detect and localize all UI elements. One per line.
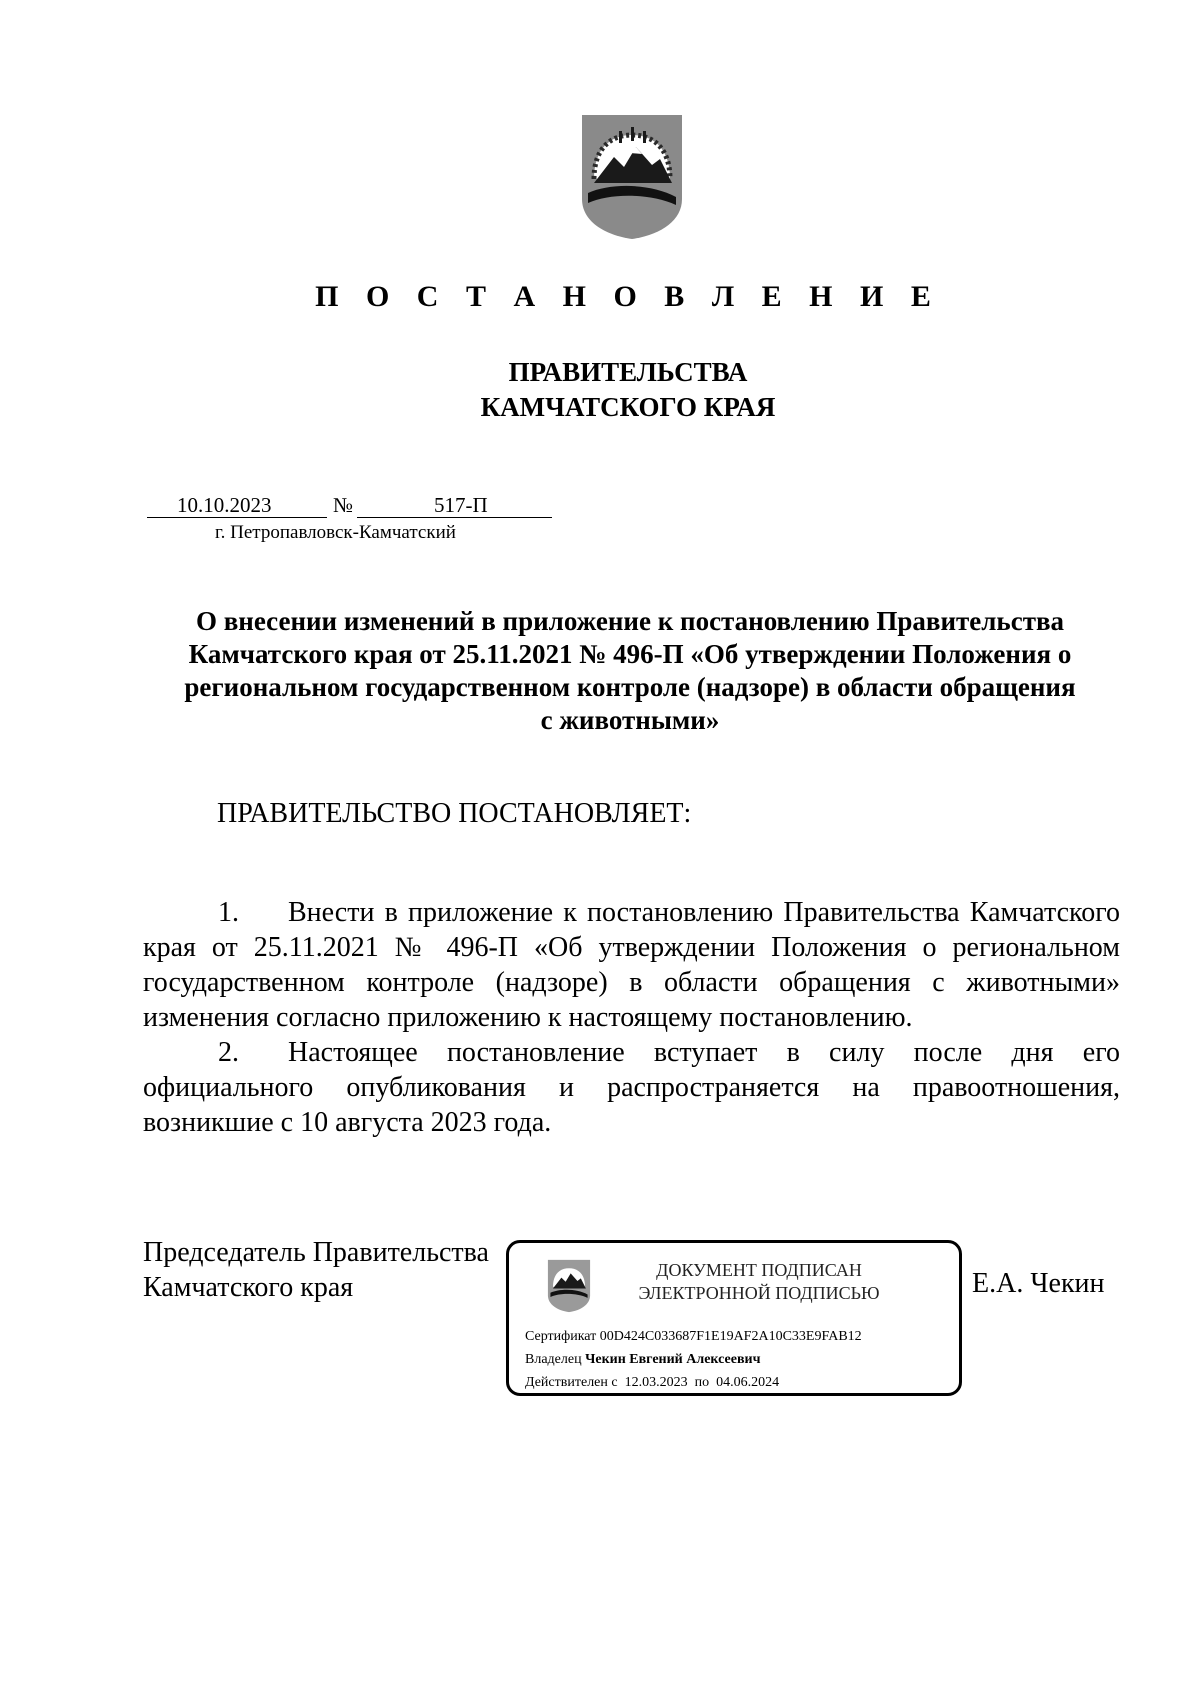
subject-line-4: с животными» (540, 705, 720, 735)
decree-intro: ПРАВИТЕЛЬСТВО ПОСТАНОВЛЯЕТ: (217, 798, 692, 829)
subject-line-1: О внесении изменений в приложение к постановлению Правительства (195, 606, 1065, 636)
signer-position-line-1: Председатель Правительства (143, 1237, 489, 1268)
owner-row (525, 1348, 862, 1371)
stamp-title-line-2: ЭЛЕКТРОННОЙ ПОДПИСЬЮ (638, 1283, 880, 1303)
coat-of-arms-icon (580, 113, 684, 241)
item-text: Внести в приложение к постановлению Правительства Камчатского края от 25.11.2021 № 496-П «Об утверждении Положения о региональном государственном контроле (надзоре) в области обращения с животными» изменения согласно приложению к настоящему постановлению. (143, 897, 1120, 1033)
certificate-value: 00D424C033687F1E19AF2A10C33E9FAB12 (599, 1329, 862, 1344)
document-type-title: П О С Т А Н О В Л Е Н И Е (315, 280, 941, 313)
issuer-line-2: КАМЧАТСКОГО КРАЯ (480, 392, 776, 422)
certificate-label: Сертификат (525, 1329, 597, 1344)
stamp-title-line-1: ДОКУМЕНТ ПОДПИСАН (656, 1260, 862, 1280)
document-subject (130, 605, 1130, 737)
city: г. Петропавловск-Камчатский (215, 522, 456, 543)
subject-line-3: региональном государственном контроле (надзоре) в области обращения (184, 672, 1076, 702)
coat-of-arms-icon (547, 1259, 591, 1313)
decree-body (143, 895, 1120, 1140)
stamp-details (525, 1325, 862, 1394)
document-number: 517-П (434, 493, 488, 517)
electronic-signature-stamp (506, 1240, 962, 1396)
item-number: 1. (218, 897, 239, 928)
certificate-row (525, 1325, 862, 1348)
valid-from: 12.03.2023 (624, 1375, 688, 1390)
validity-row (525, 1371, 862, 1394)
date-number-line (147, 493, 552, 523)
valid-label: Действителен с (525, 1375, 618, 1390)
signer-name: Е.А. Чекин (972, 1268, 1105, 1299)
item-text: Настоящее постановление вступает в силу после дня его официального опубликования и распространяется на правоотношения, возникшие с 10 августа 2023 года. (143, 1037, 1120, 1138)
owner-label: Владелец (525, 1352, 582, 1367)
owner-value: Чекин Евгений Алексеевич (585, 1352, 761, 1367)
decree-item (143, 1035, 1120, 1140)
item-number: 2. (218, 1037, 239, 1068)
issuer-line-1: ПРАВИТЕЛЬСТВА (508, 357, 748, 387)
document-date: 10.10.2023 (177, 493, 272, 517)
number-sign: № (333, 493, 354, 517)
signer-position-line-2: Камчатского края (143, 1272, 354, 1303)
valid-to: 04.06.2024 (716, 1375, 780, 1390)
signer-position (143, 1235, 489, 1305)
stamp-title (609, 1259, 909, 1305)
issuer-title (0, 355, 1200, 425)
decree-item (143, 895, 1120, 1035)
valid-to-label: по (694, 1375, 710, 1390)
subject-line-2: Камчатского края от 25.11.2021 № 496-П «Об утверждении Положения о (188, 639, 1072, 669)
